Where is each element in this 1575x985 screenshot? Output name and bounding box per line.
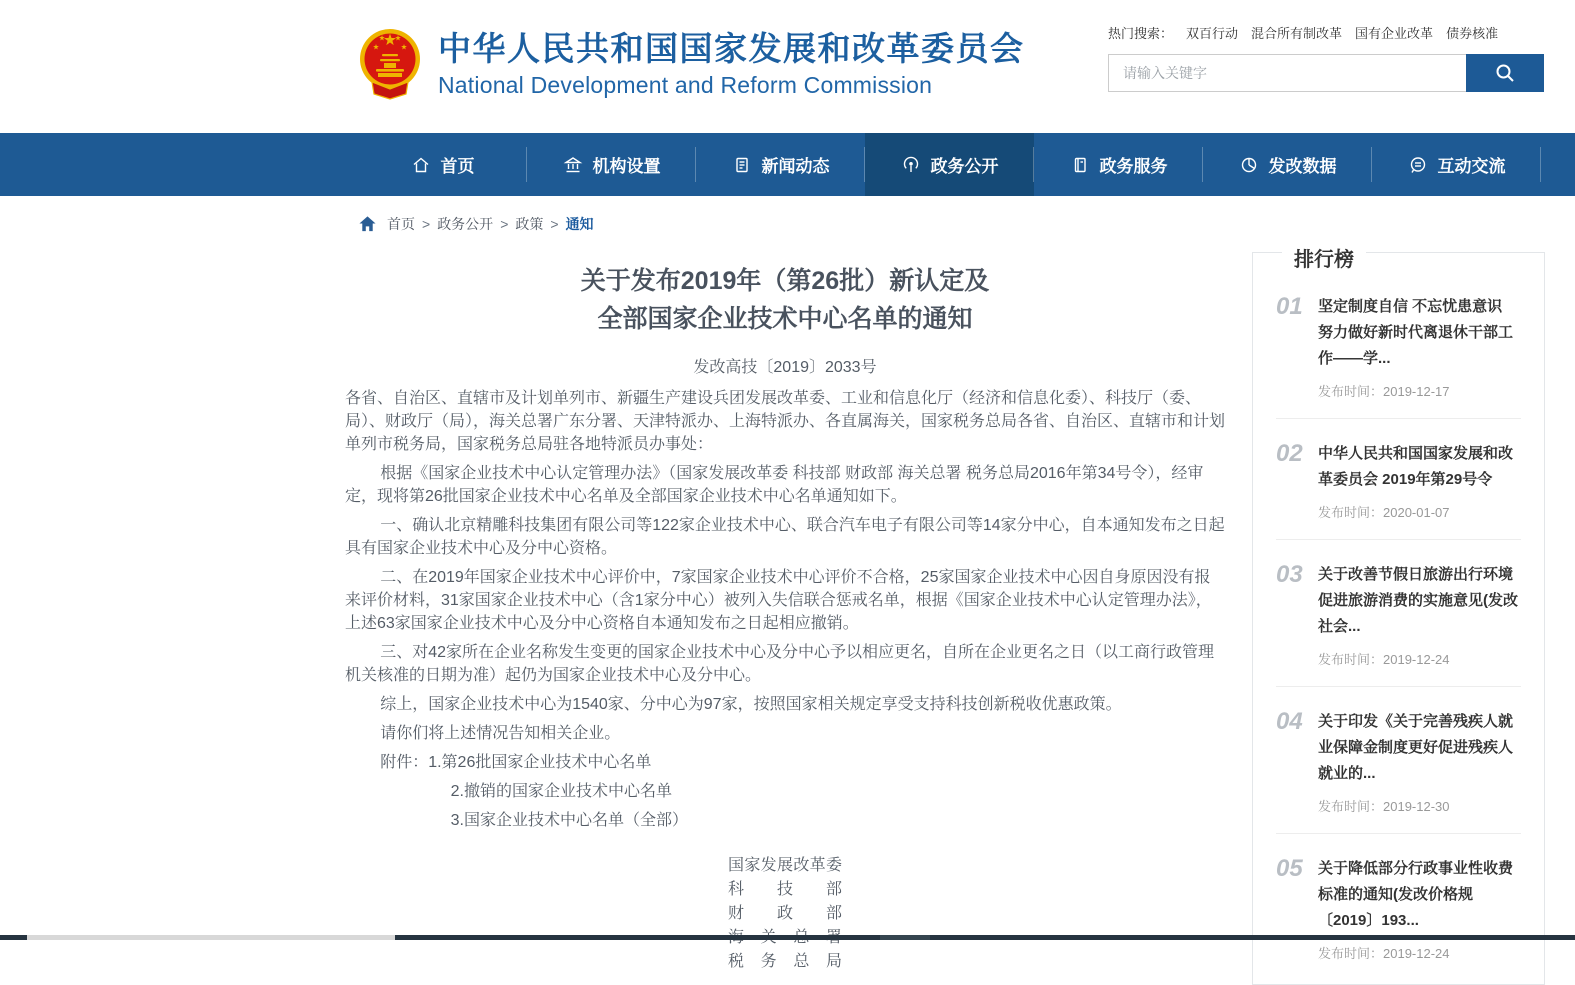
article-title	[345, 262, 1225, 338]
publish-date-value: 2020-01-07	[1383, 505, 1450, 520]
attachment-item-3[interactable]: 3.国家企业技术中心名单（全部）	[450, 812, 688, 829]
publish-date	[1318, 502, 1521, 521]
site-header	[0, 0, 1575, 133]
nav-item-org[interactable]	[527, 133, 696, 196]
publish-date-label: 发布时间：	[1318, 799, 1384, 814]
signer: 财 政 部	[728, 905, 842, 922]
publish-date	[1318, 381, 1521, 400]
article-title-line1: 关于发布2019年（第26批）新认定及	[580, 267, 990, 295]
breadcrumb-item-home[interactable]: 首页	[387, 216, 415, 232]
hot-search-link[interactable]: 国有企业改革	[1355, 26, 1434, 41]
hot-search-bar	[1108, 23, 1548, 42]
nav-item-gov-open[interactable]	[865, 133, 1034, 196]
services-icon	[1070, 155, 1090, 175]
list-item	[1276, 272, 1521, 419]
site-title-en: National Development and Reform Commission	[438, 72, 933, 98]
nav-label: 政务公开	[930, 157, 999, 176]
list-item	[1276, 687, 1521, 834]
paragraph: 一、确认北京精雕科技集团有限公司等122家企业技术中心、联合汽车电子有限公司等14家分中心，自本通知发布之日起具有国家企业技术中心及分中心资格。	[345, 517, 1225, 557]
attachment-line	[345, 751, 1225, 774]
chat-icon	[1408, 155, 1428, 175]
rank-number: 01	[1276, 293, 1303, 320]
list-item	[1276, 834, 1521, 980]
publish-date-label: 发布时间：	[1318, 384, 1384, 399]
signer: 税 务 总 局	[728, 953, 842, 970]
main-nav	[0, 133, 1575, 196]
ranking-item-title[interactable]: 关于印发《关于完善残疾人就业保障金制度更好促进残疾人就业的...	[1318, 713, 1514, 782]
rank-number: 04	[1276, 708, 1303, 735]
breadcrumb-item-current: 通知	[565, 216, 594, 232]
paragraph: 请你们将上述情况告知相关企业。	[380, 725, 621, 742]
hot-search-link[interactable]: 双百行动	[1186, 26, 1239, 41]
ranking-item-title[interactable]: 关于改善节假日旅游出行环境促进旅游消费的实施意见(发改社会...	[1318, 566, 1518, 635]
breadcrumb-home-icon	[358, 215, 377, 233]
breadcrumb-separator: >	[500, 216, 509, 232]
breadcrumb-separator: >	[422, 216, 431, 232]
attachments-label: 附件：	[380, 754, 429, 771]
publish-date	[1318, 796, 1521, 815]
article-title-line2: 全部国家企业技术中心名单的通知	[597, 305, 973, 333]
search-button[interactable]	[1466, 54, 1544, 92]
nav-label: 互动交流	[1437, 157, 1506, 176]
publish-date-value: 2019-12-24	[1383, 946, 1450, 961]
horizontal-scrollbar-thumb[interactable]	[27, 935, 395, 940]
publish-date-value: 2019-12-17	[1383, 384, 1450, 399]
search-icon	[1494, 62, 1516, 84]
signer: 国家发展改革委	[728, 857, 842, 874]
publish-date-label: 发布时间：	[1318, 652, 1384, 667]
hot-search-label: 热门搜索：	[1108, 26, 1174, 41]
paragraph: 各省、自治区、直辖市及计划单列市、新疆生产建设兵团发展改革委、工业和信息化厅（经济和信息化委）、科技厅（委、局）、财政厅（局），海关总署广东分署、天津特派办、上海特派办、各直属海关，国家税务总局各省、自治区、直辖市和计划单列市税务局，国家税务总局驻各地特派员办事处：	[345, 390, 1226, 453]
ranking-item-title[interactable]: 坚定制度自信 不忘忧患意识 努力做好新时代离退休干部工作——学...	[1318, 298, 1514, 367]
nav-item-news[interactable]	[696, 133, 865, 196]
paragraph: 根据《国家企业技术中心认定管理办法》（国家发展改革委 科技部 财政部 海关总署 税务总局2016年第34号令），经审定，现将第26批国家企业技术中心名单及全部国家企业技术中心名单通知如下。	[345, 465, 1204, 505]
national-emblem-icon	[358, 25, 422, 103]
ranking-panel	[1252, 249, 1545, 985]
paragraph: 三、对42家所在企业名称发生变更的国家企业技术中心及分中心予以相应更名，自所在企业更名之日（以工商行政管理机关核准的日期为准）起仍为国家企业技术中心及分中心。	[345, 644, 1214, 684]
publish-date	[1318, 943, 1521, 962]
nav-item-interaction[interactable]	[1372, 133, 1541, 196]
pie-chart-icon	[1239, 155, 1259, 175]
article	[345, 262, 1225, 974]
publish-date	[1318, 649, 1521, 668]
publish-date-label: 发布时间：	[1318, 946, 1384, 961]
site-logo[interactable]	[358, 25, 1025, 103]
breadcrumb	[358, 214, 594, 234]
list-item	[1276, 540, 1521, 687]
search-input[interactable]	[1108, 54, 1466, 92]
breadcrumb-item-gov-open[interactable]: 政务公开	[437, 216, 494, 232]
nav-item-gov-services[interactable]	[1034, 133, 1203, 196]
news-icon	[732, 155, 752, 175]
ranking-title: 排行榜	[1282, 243, 1366, 272]
home-icon	[411, 155, 431, 175]
publish-date-value: 2019-12-24	[1383, 652, 1450, 667]
nav-item-data[interactable]	[1203, 133, 1372, 196]
attachment-item-2[interactable]: 2.撤销的国家企业技术中心名单	[450, 783, 672, 800]
rank-number: 02	[1276, 440, 1303, 467]
institution-icon	[563, 155, 583, 175]
breadcrumb-separator: >	[550, 216, 559, 232]
hot-search-link[interactable]: 混合所有制改革	[1251, 26, 1343, 41]
nav-item-home[interactable]	[358, 133, 527, 196]
ranking-item-title[interactable]: 中华人民共和国国家发展和改革委员会 2019年第29号令	[1318, 445, 1514, 488]
paragraph: 二、在2019年国家企业技术中心评价中，7家国家企业技术中心评价不合格，25家国家企业技术中心因自身原因没有报来评价材料，31家国家企业技术中心（含1家分中心）被列入失信联合惩戒名单，根据《国家企业技术中心认定管理办法》，上述63家国家企业技术中心及分中心资格自本通知发布之日起相应撤销。	[345, 569, 1212, 632]
ranking-item-title[interactable]: 关于降低部分行政事业性收费标准的通知(发改价格规〔2019〕193...	[1318, 860, 1514, 929]
publish-date-value: 2019-12-30	[1383, 799, 1450, 814]
list-item	[1276, 419, 1521, 540]
signature-block	[728, 854, 842, 974]
footer-strip	[0, 935, 1575, 940]
attachment-item-1[interactable]: 1.第26批国家企业技术中心名单	[428, 754, 652, 771]
document-number: 发改高技〔2019〕2033号	[693, 359, 877, 376]
signer: 科 技 部	[728, 881, 842, 898]
breadcrumb-item-policy[interactable]: 政策	[515, 216, 544, 232]
rank-number: 03	[1276, 561, 1303, 588]
site-title-zh: 中华人民共和国国家发展和改革委员会	[438, 30, 1025, 67]
publish-date-label: 发布时间：	[1318, 505, 1384, 520]
article-body	[345, 387, 1225, 832]
nav-label: 机构设置	[592, 157, 661, 176]
broadcast-icon	[901, 155, 921, 175]
rank-number: 05	[1276, 855, 1303, 882]
nav-label: 发改数据	[1268, 157, 1337, 176]
footer-segment	[880, 935, 930, 940]
paragraph: 综上，国家企业技术中心为1540家、分中心为97家，按照国家相关规定享受支持科技创新税收优惠政策。	[380, 696, 1122, 713]
nav-label: 首页	[440, 157, 475, 176]
hot-search-link[interactable]: 债券核准	[1446, 26, 1499, 41]
nav-label: 政务服务	[1099, 157, 1168, 176]
nav-label: 新闻动态	[761, 157, 830, 176]
